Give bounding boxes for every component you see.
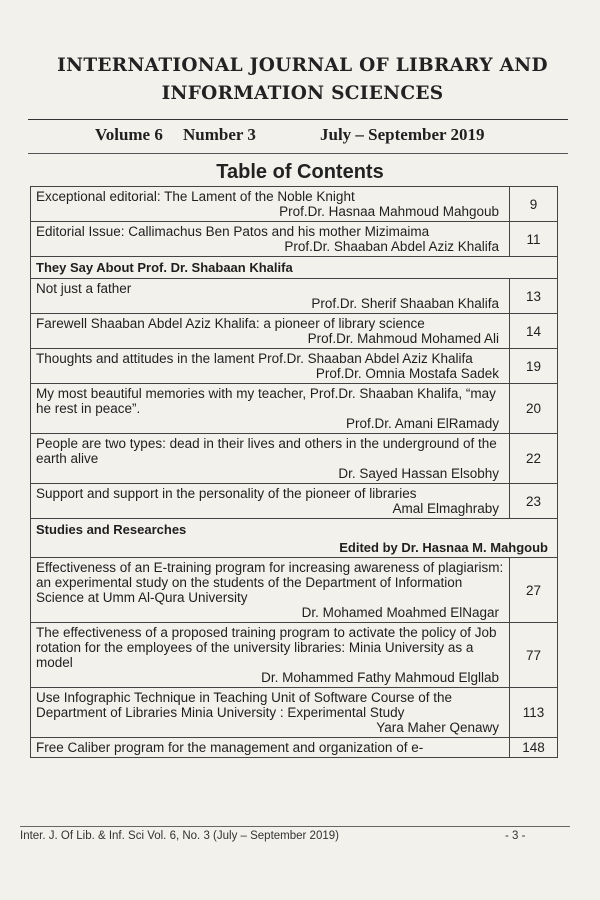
toc-heading: Table of Contents xyxy=(216,161,384,183)
section-heading-studies xyxy=(31,519,557,558)
footer-citation: Inter. J. Of Lib. & Inf. Sci Vol. 6, No. 3 (July – September 2019) xyxy=(20,830,339,842)
toc-row xyxy=(31,314,557,349)
volume-label: Volume 6 xyxy=(95,125,163,144)
entry-author: Dr. Sayed Hassan Elsobhy xyxy=(338,466,499,481)
toc-entry-text xyxy=(31,558,510,622)
entry-page-number: 9 xyxy=(529,196,538,212)
entry-page-number: 14 xyxy=(525,323,542,339)
toc-entry-text xyxy=(31,349,510,383)
toc-entry-text xyxy=(31,314,510,348)
entry-author: Prof.Dr. Shaaban Abdel Aziz Khalifa xyxy=(284,239,499,254)
entry-author: Amal Elmaghraby xyxy=(392,501,499,516)
toc-row xyxy=(31,384,557,434)
entry-title: My most beautiful memories with my teacher, Prof.Dr. Shaaban Khalifa, “may he rest in peace”. xyxy=(36,386,496,416)
toc-table xyxy=(30,186,558,758)
entry-title: The effectiveness of a proposed training program to activate the policy of Job rotation for the employees of the university libraries: Minia University as a model xyxy=(36,625,497,670)
top-rule xyxy=(28,119,568,120)
toc-row xyxy=(31,623,557,688)
toc-entry-text xyxy=(31,222,510,256)
entry-page-number: 13 xyxy=(525,288,542,304)
toc-row xyxy=(31,558,557,623)
entry-title: People are two types: dead in their lives and others in the underground of the earth alive xyxy=(36,436,497,466)
entry-author: Prof.Dr. Omnia Mostafa Sadek xyxy=(315,366,499,381)
toc-row xyxy=(31,187,557,222)
issue-period: July – September 2019 xyxy=(320,125,485,144)
toc-entry-text xyxy=(31,384,510,433)
entry-page-number: 148 xyxy=(522,740,545,755)
toc-row xyxy=(31,688,557,738)
entry-page-number: 22 xyxy=(525,451,542,466)
entry-author: Prof.Dr. Hasnaa Mahmoud Mahgoub xyxy=(279,204,499,219)
entry-page-number: 113 xyxy=(522,705,545,720)
toc-row xyxy=(31,222,557,257)
section-editor: Edited by Dr. Hasnaa M. Mahgoub xyxy=(339,540,548,555)
entry-title: Thoughts and attitudes in the lament Prof.Dr. Shaaban Abdel Aziz Khalifa xyxy=(36,351,473,366)
toc-row xyxy=(31,484,557,519)
entry-author: Prof.Dr. Sherif Shaaban Khalifa xyxy=(311,296,499,311)
number-label: Number 3 xyxy=(183,125,256,144)
footer-page-number: - 3 - xyxy=(505,830,526,842)
entry-page-number: 20 xyxy=(525,401,542,416)
entry-title: Not just a father xyxy=(36,281,132,296)
entry-title: Editorial Issue: Callimachus Ben Patos and his mother Mizimaima xyxy=(36,224,430,239)
entry-author: Dr. Mohamed Moahmed ElNagar xyxy=(301,605,499,620)
toc-row xyxy=(31,279,557,314)
entry-title: Effectiveness of an E-training program for increasing awareness of plagiarism: an experimental study on the students of the Department of Information Science at Umm Al-Qura University xyxy=(36,560,504,605)
entry-title: Free Caliber program for the management and organization of e- xyxy=(36,740,424,755)
toc-entry-text xyxy=(31,279,510,313)
entry-title: Exceptional editorial: The Lament of the Noble Knight xyxy=(36,189,355,204)
journal-title-line-1: INTERNATIONAL JOURNAL OF LIBRARY AND xyxy=(57,55,548,76)
entry-author: Prof.Dr. Amani ElRamady xyxy=(345,416,499,431)
toc-row xyxy=(31,738,557,757)
toc-row xyxy=(31,434,557,484)
issue-rule xyxy=(28,153,568,154)
entry-page-number: 11 xyxy=(526,231,541,247)
section-title: Studies and Researches xyxy=(36,522,187,537)
entry-page-number: 77 xyxy=(525,647,542,663)
entry-page-number: 23 xyxy=(525,493,542,509)
entry-page-number: 27 xyxy=(525,582,542,598)
journal-title-line-2: INFORMATION SCIENCES xyxy=(161,83,444,104)
toc-entry-text xyxy=(31,187,510,221)
toc-entry-text xyxy=(31,738,510,757)
toc-entry-text xyxy=(31,623,510,687)
toc-entry-text xyxy=(31,434,510,483)
entry-author: Yara Maher Qenawy xyxy=(376,720,499,735)
toc-row xyxy=(31,349,557,384)
section-heading-tribute: They Say About Prof. Dr. Shabaan Khalifa xyxy=(31,257,557,279)
journal-title xyxy=(30,52,575,108)
entry-page-number: 19 xyxy=(525,358,542,374)
toc-entry-text xyxy=(31,484,510,518)
entry-title: Use Infographic Technique in Teaching Unit of Software Course of the Department of Libraries Minia University : Experimental Study xyxy=(36,690,453,720)
footer-rule xyxy=(20,826,570,827)
toc-entry-text xyxy=(31,688,510,737)
entry-author: Dr. Mohammed Fathy Mahmoud Elgllab xyxy=(261,670,499,685)
entry-author: Prof.Dr. Mahmoud Mohamed Ali xyxy=(307,331,499,346)
entry-title: Farewell Shaaban Abdel Aziz Khalifa: a pioneer of library science xyxy=(36,316,425,331)
entry-title: Support and support in the personality of the pioneer of libraries xyxy=(36,486,417,501)
